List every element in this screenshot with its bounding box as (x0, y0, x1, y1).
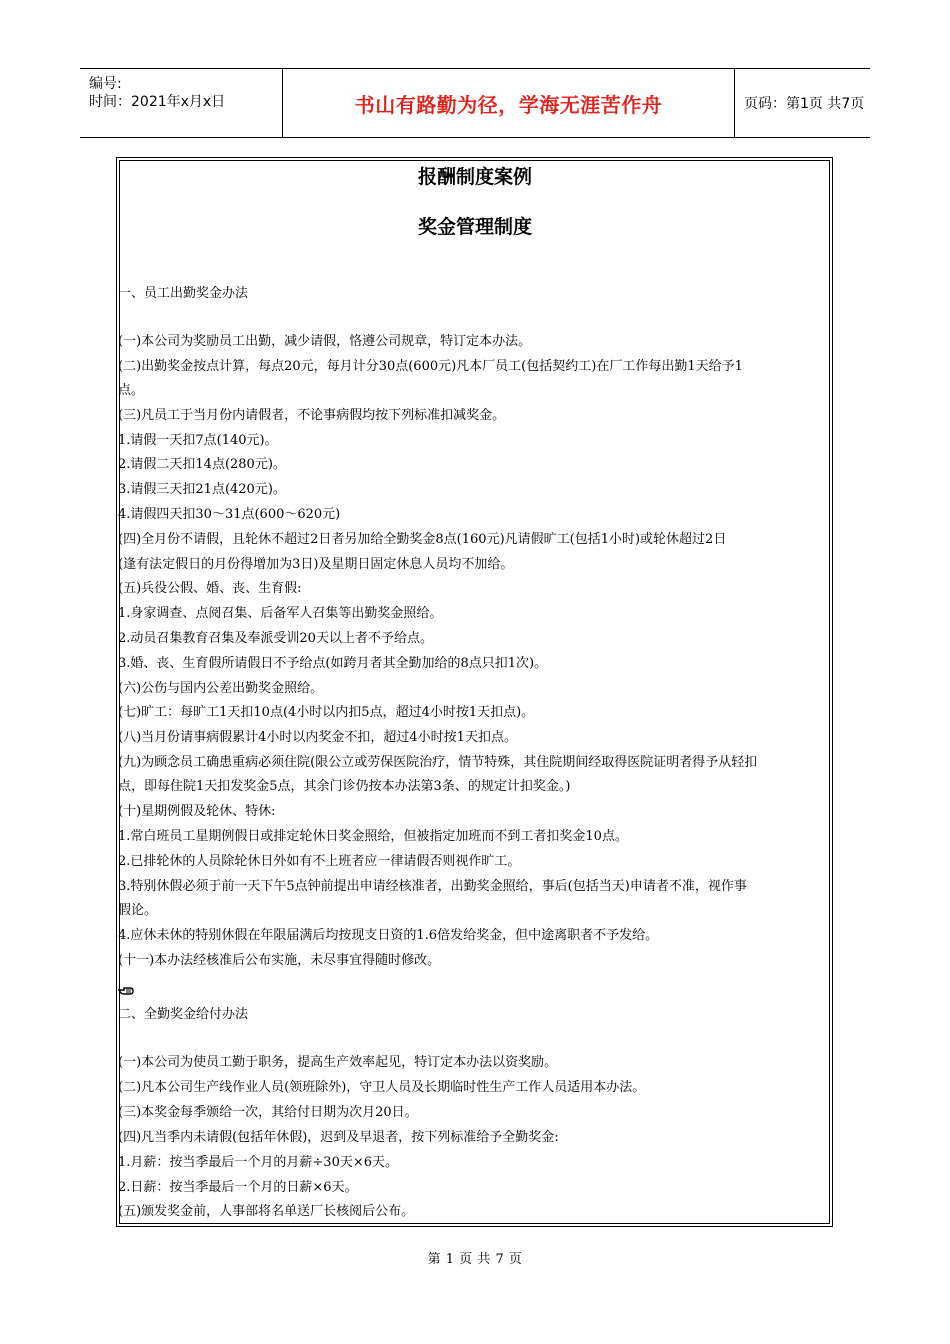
pointing-hand-icon (118, 985, 134, 997)
body-line: 3.特别休假必须于前一天下午5点钟前提出申请经核准者，出勤奖金照给，事后(包括当天)申请者不准，视作事 (118, 879, 747, 894)
header-motto-cell (282, 69, 735, 137)
date-label: 时间：2021年x月x日 (89, 94, 226, 110)
body-line: 3.婚、丧、生育假所请假日不予给点(如跨月者其全勤加给的8点只扣1次)。 (118, 656, 548, 671)
body-line: 2.请假二天扣14点(280元)。 (118, 457, 286, 472)
body-line: 4.请假四天扣30～31点(600～620元) (118, 507, 341, 522)
body-line: 1.身家调查、点阅召集、后备军人召集等出勤奖金照给。 (118, 606, 443, 621)
body-line: (八)当月份请事病假累计4小时以内奖金不扣，超过4小时按1天扣点。 (118, 730, 517, 745)
body-line: 4.应休未休的特别休假在年限届满后均按现支日资的1.6倍发给奖金，但中途离职者不予发给。 (118, 928, 659, 943)
body-line: (逢有法定假日的月份得增加为3日)及星期日固定休息人员均不加给。 (118, 557, 514, 572)
body-line: (二)出勤奖金按点计算，每点20元，每月计分30点(600元)凡本厂员工(包括契约工)在厂工作每出勤1天给予1 (118, 359, 743, 374)
body-line: 点。 (118, 383, 145, 398)
body-line: (六)公伤与国内公差出勤奖金照给。 (118, 681, 324, 696)
section-heading: 二、全勤奖金给付办法 (118, 1007, 249, 1022)
body-line: 2.已排轮休的人员除轮休日外如有不上班者应一律请假否则视作旷工。 (118, 854, 521, 869)
page-footer: 第 1 页 共 7 页 (427, 1252, 523, 1267)
page-label: 页码：第1页 共7页 (744, 96, 865, 112)
document-subtitle: 奖金管理制度 (417, 216, 532, 238)
body-line: (七)旷工：每旷工1天扣10点(4小时以内扣5点，超过4小时按1天扣点)。 (118, 705, 535, 720)
header-info-cell (80, 69, 282, 137)
body-line: 2.动员召集教育召集及奉派受训20天以上者不予给点。 (118, 631, 433, 646)
body-line: 3.请假三天扣21点(420元)。 (118, 482, 286, 497)
section-heading: 一、员工出勤奖金办法 (118, 286, 249, 301)
number-label: 编号: (89, 76, 122, 92)
body-line: 2.日薪：按当季最后一个月的日薪×6天。 (118, 1180, 358, 1195)
body-line: (一)本公司为奖励员工出勤，减少请假，恪遵公司规章，特订定本办法。 (118, 334, 532, 349)
body-line: (五)颁发奖金前，人事部将名单送厂长核阅后公布。 (118, 1204, 415, 1219)
document-title: 报酬制度案例 (417, 166, 532, 188)
header-page-cell (735, 69, 870, 137)
body-line: (十一)本办法经核准后公布实施，未尽事宜得随时修改。 (118, 953, 441, 968)
page-header (80, 68, 870, 138)
motto: 书山有路勤为径，学海无涯苦作舟 (354, 92, 663, 117)
body-line: (三)凡员工于当月份内请假者，不论事病假均按下列标准扣减奖金。 (118, 408, 506, 423)
body-line: 点，即每住院1天扣发奖金5点，其余门诊仍按本办法第3条、的规定计扣奖金。) (118, 779, 571, 794)
body-line: (十)星期例假及轮休、特休: (118, 804, 276, 819)
body-line: (五)兵役公假、婚、丧、生育假: (118, 581, 302, 596)
body-line: 1.请假一天扣7点(140元)。 (118, 433, 278, 448)
body-line: 1.常白班员工星期例假日或排定轮休日奖金照给，但被指定加班而不到工者扣奖金10点。 (118, 829, 628, 844)
body-line: (二)凡本公司生产线作业人员(领班除外)，守卫人员及长期临时性生产工作人员适用本办法。 (118, 1080, 646, 1095)
body-line: (九)为顾念员工确患重病必须住院(限公立或劳保医院治疗，情节特殊，其住院期间经取得医院证明者得予从轻扣 (118, 755, 758, 770)
body-line: (四)凡当季内未请假(包括年休假)，迟到及早退者，按下列标准给予全勤奖金: (118, 1130, 559, 1145)
body-line: 假论。 (118, 903, 158, 918)
body-line: (四)全月份不请假，且轮休不超过2日者另加给全勤奖金8点(160元)凡请假旷工(包括1小时)或轮休超过2日 (118, 532, 727, 547)
body-line: (三)本奖金每季颁给一次，其给付日期为次月20日。 (118, 1105, 418, 1120)
body-line: (一)本公司为使员工勤于职务，提高生产效率起见，特订定本办法以资奖励。 (118, 1055, 558, 1070)
body-line: 1.月薪：按当季最后一个月的月薪÷30天×6天。 (118, 1155, 399, 1170)
